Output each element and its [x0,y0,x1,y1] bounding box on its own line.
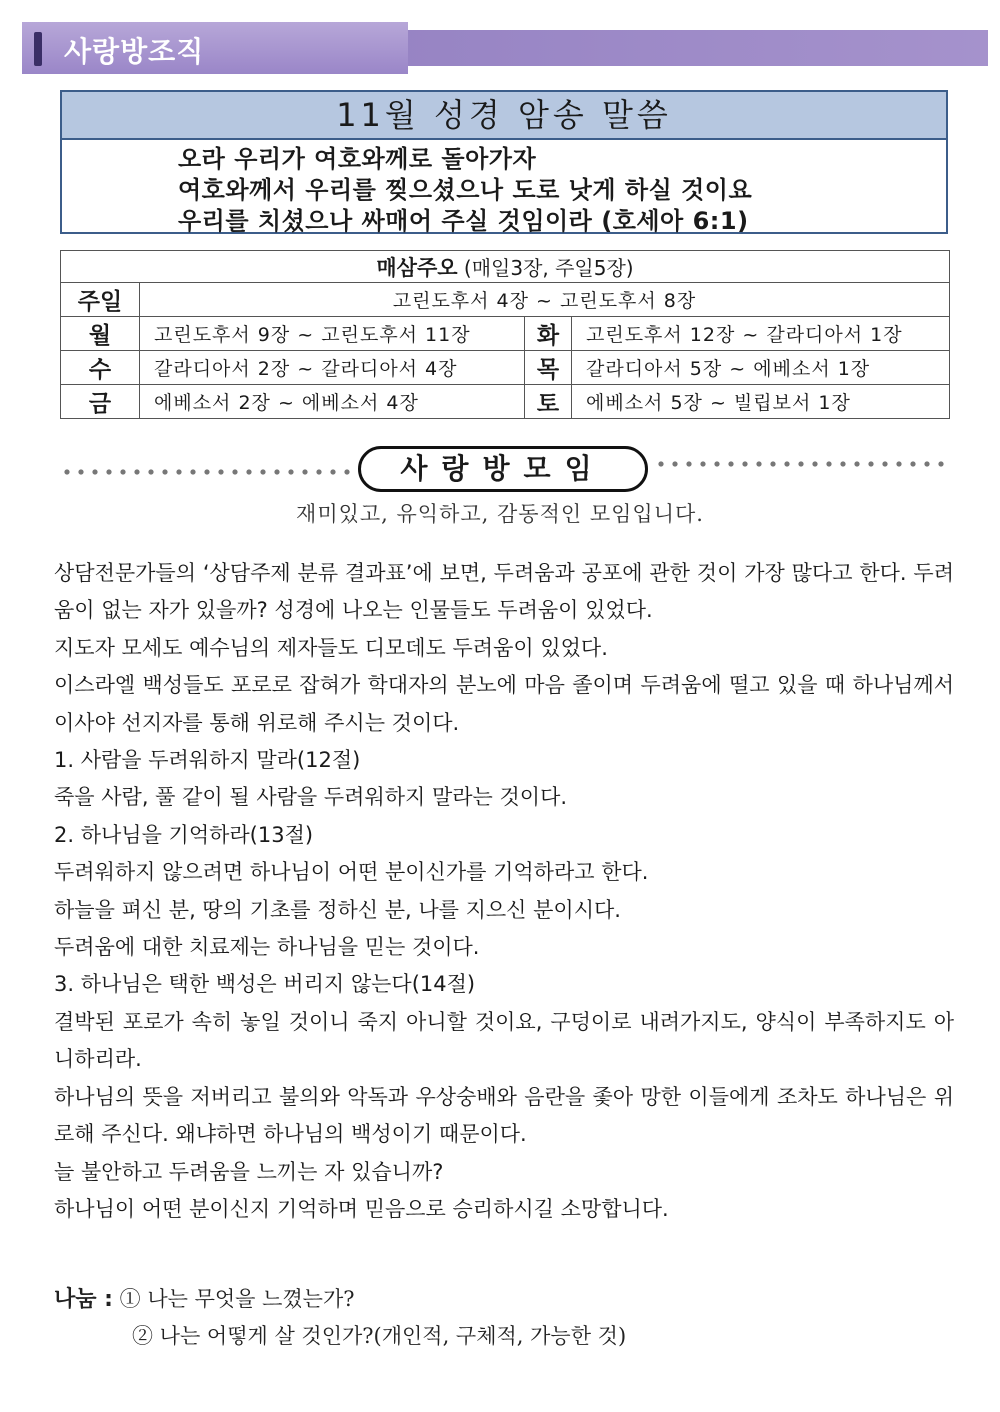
reading-range: 고린도후서 9장 ~ 고린도후서 11장 [140,317,525,351]
sharing-question-text: ① 나는 무엇을 느꼈는가? [119,1287,355,1311]
table-row [61,317,950,351]
point-heading: 3. 하나님은 택한 백성은 버리지 않는다(14절) [54,972,476,997]
point-heading: 1. 사람을 두려워하지 말라(12절) [54,748,361,773]
paragraph: 결박된 포로가 속히 놓일 것이니 죽지 아니할 것이요, 구덩이로 내려가지도, 양식이 부족하지도 아니하리라. [54,1009,954,1072]
reading-range: 에베소서 2장 ~ 에베소서 4장 [140,385,525,419]
article-body [54,555,954,1228]
header-accent-bar [34,32,42,66]
memory-verse-body [62,140,946,237]
reading-range: 에베소서 5장 ~ 빌립보서 1장 [572,385,950,419]
day-label: 목 [525,351,572,385]
section-header [22,22,988,74]
paragraph: 하나님이 어떤 분이신지 기억하며 믿음으로 승리하시길 소망합니다. [54,1196,669,1221]
day-label: 화 [525,317,572,351]
point-heading: 2. 하나님을 기억하라(13절) [54,822,314,847]
verse-line: 여호와께서 우리를 찢으셨으나 도로 낫게 하실 것이요 [178,176,753,204]
memory-verse-box [60,90,948,234]
reading-range: 고린도후서 4장 ~ 고린도후서 8장 [140,283,950,317]
sharing-section [54,1281,954,1354]
paragraph: 이스라엘 백성들도 포로로 잡혀가 학대자의 분노에 마음 졸이며 두려움에 떨고 있을 때 하나님께서 이사야 선지자를 통해 위로해 주시는 것이다. [54,673,954,735]
paragraph: 두려워하지 않으려면 하나님이 어떤 분이신가를 기억하라고 한다. [54,860,649,885]
reading-range: 갈라디아서 5장 ~ 에베소서 1장 [572,351,950,385]
sharing-label: 나눔 : [54,1287,113,1312]
meeting-banner [60,446,950,496]
sharing-question-1 [54,1281,954,1318]
table-row [61,283,950,317]
reading-plan-title-bold: 매삼주오 [376,255,458,280]
day-label: 수 [61,351,140,385]
verse-line: 우리를 치셨으나 싸매어 주실 것임이라 (호세아 6:1) [178,207,749,235]
paragraph: 하늘을 펴신 분, 땅의 기초를 정하신 분, 나를 지으신 분이시다. [54,897,621,922]
reading-range: 갈라디아서 2장 ~ 갈라디아서 4장 [140,351,525,385]
memory-verse-title: 11월 성경 암송 말씀 [62,92,946,140]
meeting-subtitle: 재미있고, 유익하고, 감동적인 모임입니다. [296,502,704,526]
reading-range: 고린도후서 12장 ~ 갈라디아서 1장 [572,317,950,351]
reading-plan-title [61,251,950,283]
sharing-question-2: ② 나는 어떻게 살 것인가?(개인적, 구체적, 가능한 것) [132,1324,627,1348]
day-label: 주일 [61,283,140,317]
day-label: 월 [61,317,140,351]
dotted-divider-left [60,466,356,478]
reading-plan-table [60,250,950,419]
paragraph: 죽을 사람, 풀 같이 될 사람을 두려워하지 말라는 것이다. [54,785,568,810]
dotted-divider-right [654,458,944,470]
section-title: 사랑방조직 [64,35,205,68]
day-label: 금 [61,385,140,419]
paragraph: 지도자 모세도 예수님의 제자들도 디모데도 두려움이 있었다. [54,635,608,660]
paragraph: 늘 불안하고 두려움을 느끼는 자 있습니까? [54,1159,444,1184]
verse-line: 오라 우리가 여호와께로 돌아가자 [178,145,537,173]
reading-plan-title-note: (매일3장, 주일5장) [463,255,634,280]
paragraph: 상담전문가들의 ‘상담주제 분류 결과표’에 보면, 두려움과 공포에 관한 것이 가장 많다고 한다. 두려움이 없는 자가 있을까? 성경에 나오는 인물들도 두려움이 있었다. [54,561,954,623]
meeting-title: 사랑방모임 [358,446,648,492]
table-row [61,351,950,385]
day-label: 토 [525,385,572,419]
paragraph: 하나님의 뜻을 저버리고 불의와 악독과 우상숭배와 음란을 좇아 망한 이들에게 조차도 하나님은 위로해 주신다. 왜냐하면 하나님의 백성이기 때문이다. [54,1084,954,1147]
paragraph: 두려움에 대한 치료제는 하나님을 믿는 것이다. [54,935,480,960]
reading-plan-header-row [61,251,950,283]
table-row [61,385,950,419]
